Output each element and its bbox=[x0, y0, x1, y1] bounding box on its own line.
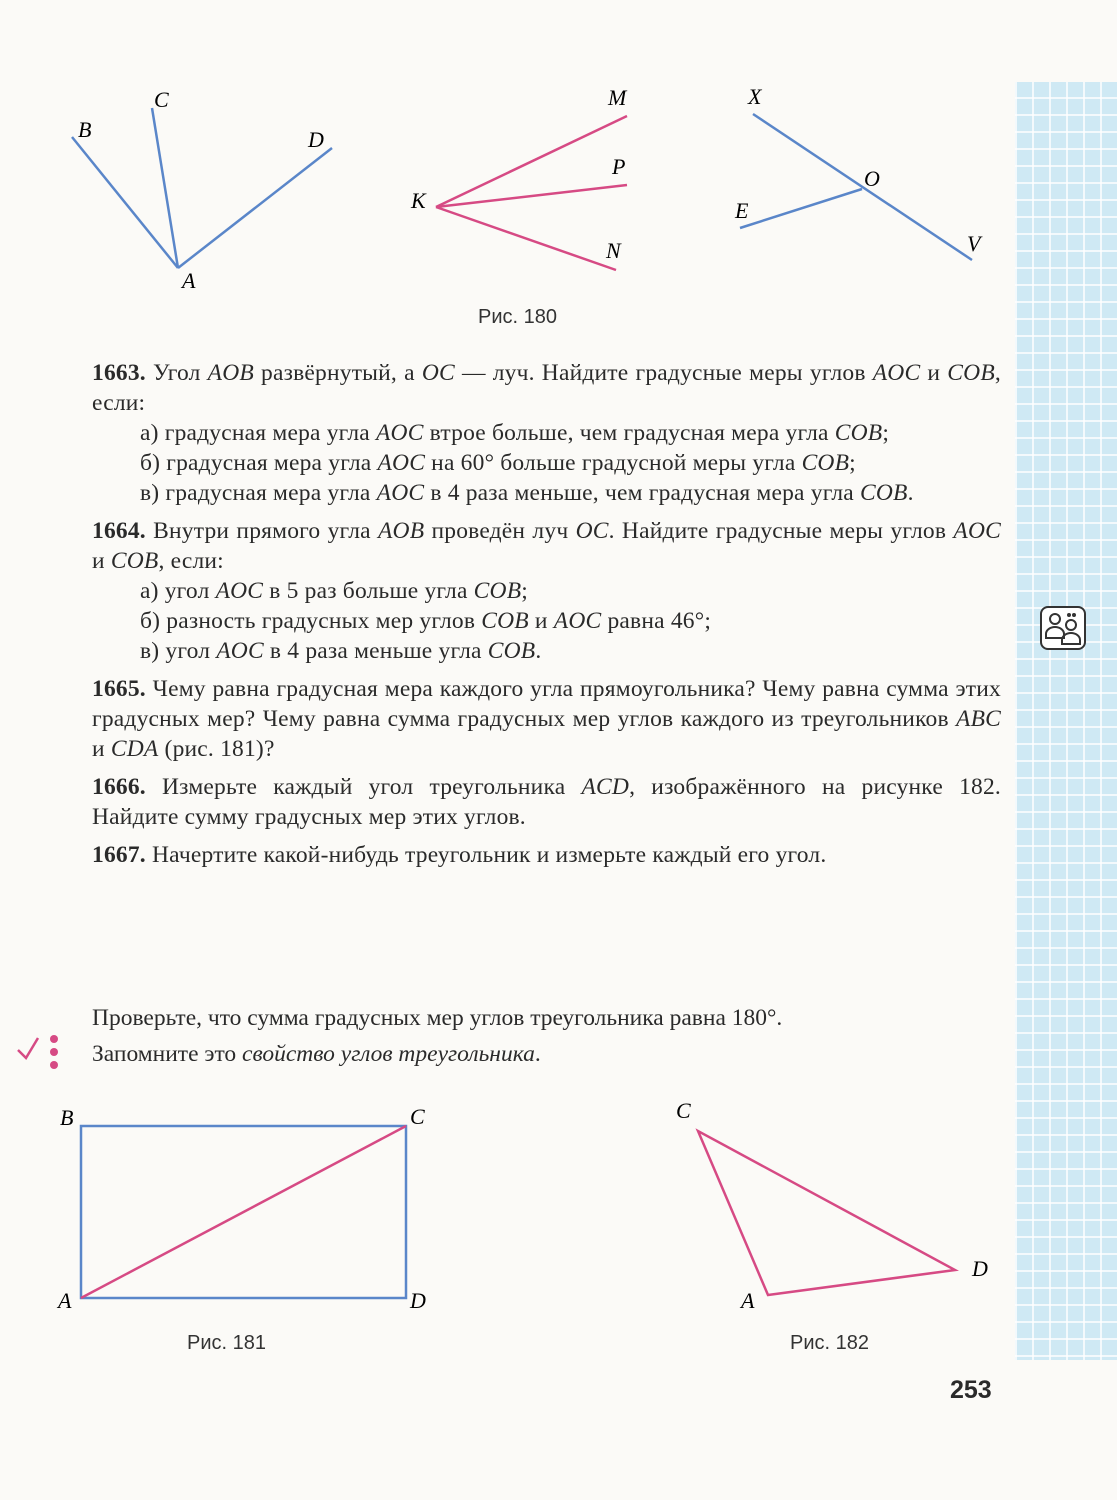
label-d: D bbox=[410, 1288, 426, 1313]
pair-work-icon bbox=[1040, 606, 1086, 650]
label-m: M bbox=[608, 85, 627, 110]
label-a: A bbox=[182, 268, 196, 293]
label-c: C bbox=[676, 1098, 691, 1123]
ray-oe bbox=[740, 189, 862, 228]
label-n: N bbox=[606, 238, 621, 263]
label-p: P bbox=[612, 154, 626, 179]
problem-1664-b: б) разность градусных мер углов COB и AOC равна 46°; bbox=[140, 608, 712, 634]
rule-line-2: Запомните это свойство углов треугольника. bbox=[92, 1041, 541, 1067]
fig180-angle-mkn bbox=[436, 116, 627, 270]
problem-1663: 1663. Угол AOB развёрнутый, а OC — луч. Найдите градусные меры углов AOC и COB, если: bbox=[92, 360, 1001, 416]
ray-ad bbox=[178, 148, 332, 268]
fig180-caption: Рис. 180 bbox=[478, 306, 557, 328]
label-e: E bbox=[735, 198, 749, 223]
problems-block bbox=[50, 358, 1001, 870]
label-x: X bbox=[748, 84, 762, 109]
ray-ac bbox=[152, 108, 178, 268]
fig181-caption: Рис. 181 bbox=[187, 1332, 266, 1354]
problem-1664-a: а) угол AOC в 5 раз больше угла COB; bbox=[140, 578, 529, 604]
label-d: D bbox=[308, 127, 324, 152]
problem-1664: 1664. Внутри прямого угла AOB проведён луч OC. Найдите градусные меры углов AOC и COB, если: bbox=[92, 518, 1001, 574]
label-a: A bbox=[58, 1288, 72, 1313]
ray-ab bbox=[72, 137, 178, 268]
fig181-rectangle bbox=[81, 1126, 406, 1298]
line-xv bbox=[753, 114, 972, 260]
label-d: D bbox=[972, 1256, 988, 1281]
problem-1663-a: а) градусная мера угла AOC втрое больше, чем градусная мера угла COB; bbox=[140, 420, 890, 446]
label-b: B bbox=[60, 1105, 74, 1130]
label-a: A bbox=[741, 1288, 755, 1313]
fig182-caption: Рис. 182 bbox=[790, 1332, 869, 1354]
fig182-triangle bbox=[698, 1131, 955, 1295]
problem-1666: 1666. Измерьте каждый угол треугольника ACD, изображённого на рисунке 182. Найдите сумму градусных мер этих углов. bbox=[92, 774, 1001, 830]
problem-1664-c: в) угол AOC в 4 раза меньше угла COB. bbox=[140, 638, 542, 664]
problem-1663-c: в) градусная мера угла AOC в 4 раза меньше, чем градусная мера угла COB. bbox=[140, 480, 914, 506]
ray-km bbox=[436, 116, 627, 207]
ray-kp bbox=[436, 185, 627, 207]
fig180-lines-xov bbox=[740, 114, 972, 260]
label-o: O bbox=[864, 166, 880, 191]
ray-kn bbox=[436, 207, 616, 270]
rule-line-1: Проверьте, что сумма градусных мер углов треугольника равна 180°. bbox=[92, 1005, 783, 1031]
problem-1665: 1665. Чему равна градусная мера каждого угла прямоугольника? Чему равна сумма этих градусных мер? Чему равна сумма градусных мер углов каждого из треугольников ABC и CDA (рис. 181)? bbox=[92, 676, 1002, 762]
page-number: 253 bbox=[950, 1376, 992, 1404]
label-b: B bbox=[78, 117, 92, 142]
label-v: V bbox=[967, 231, 981, 256]
fig180-angle-bcd bbox=[72, 108, 332, 268]
triangle-angle-rule bbox=[92, 1000, 1012, 1072]
diagonal-ac bbox=[81, 1126, 406, 1298]
problem-1663-b: б) градусная мера угла AOC на 60° больше градусной меры угла COB; bbox=[140, 450, 856, 476]
label-c: C bbox=[410, 1104, 425, 1129]
label-k: K bbox=[411, 188, 426, 213]
checkmark-marker-icon bbox=[14, 1030, 64, 1074]
label-c: C bbox=[154, 87, 169, 112]
problem-1667: 1667. Начертите какой-нибудь треугольник и измерьте каждый его угол. bbox=[92, 842, 827, 868]
